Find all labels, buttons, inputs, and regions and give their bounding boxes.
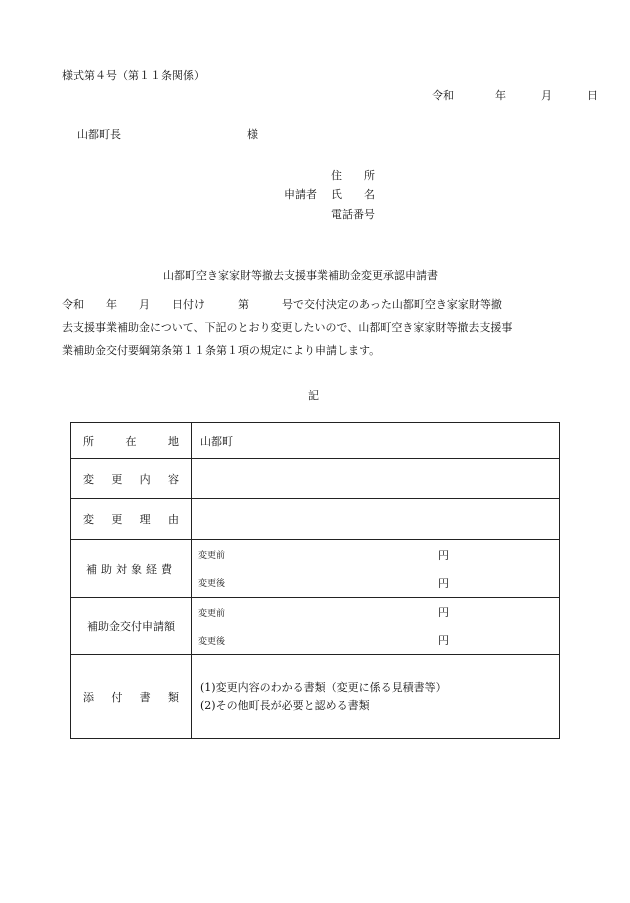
attachments-list: [192, 655, 560, 739]
date-era: 令和: [432, 89, 454, 102]
body-line-2: 去支援事業補助金について、下記のとおり変更したいので、山都町空き家家財等撤去支援事: [62, 321, 513, 334]
change-content-value[interactable]: [192, 459, 560, 499]
application-amount-label: 補助金交付申請額: [71, 598, 192, 655]
subsidy-expense-after[interactable]: 変更後 円: [198, 576, 449, 590]
date-year: 年: [495, 89, 506, 102]
date-day: 日: [587, 89, 598, 102]
applicant-label: 申請者: [284, 188, 317, 201]
application-amount-after[interactable]: 変更後 円: [198, 634, 449, 647]
subsidy-expense-before[interactable]: 変更前 円: [198, 548, 449, 562]
attachment-item: (1)変更内容のわかる書類（変更に係る見積書等）: [200, 680, 447, 694]
body-line-1: 令和 年 月 日付け 第 号で交付決定のあった山都町空き家家財等撤: [62, 298, 502, 311]
row-location: [71, 423, 560, 459]
ki-label: 記: [308, 389, 319, 402]
change-reason-value[interactable]: [192, 499, 560, 540]
change-reason-label: 変 更 理 由: [71, 499, 192, 540]
subsidy-expense-values: [192, 540, 560, 598]
row-attachments: [71, 655, 560, 739]
applicant-address-label: 住 所: [331, 169, 375, 182]
date-month: 月: [541, 89, 552, 102]
row-change-reason: [71, 499, 560, 540]
change-content-label: 変 更 内 容: [71, 459, 192, 499]
row-application-amount: [71, 598, 560, 655]
attachment-item: (2)その他町長が必要と認める書類: [200, 698, 370, 712]
application-amount-values: [192, 598, 560, 655]
addressee-honorific: 様: [247, 128, 258, 141]
date-line: [432, 87, 598, 103]
applicant-phone-label: 電話番号: [331, 208, 375, 221]
addressee: 山都町長: [77, 128, 121, 141]
location-label: 所 在 地: [71, 423, 192, 459]
attachments-label: 添 付 書 類: [71, 655, 192, 739]
row-subsidy-expense: [71, 540, 560, 598]
document-title: 山都町空き家家財等撤去支援事業補助金変更承認申請書: [163, 269, 438, 282]
row-change-content: [71, 459, 560, 499]
application-amount-before[interactable]: 変更前 円: [198, 606, 449, 619]
body-line-3: 業補助金交付要綱第条第１１条第１項の規定により申請します。: [62, 344, 381, 357]
form-number: 様式第４号（第１１条関係）: [62, 69, 205, 82]
subsidy-expense-label: 補助対象経費: [71, 540, 192, 598]
applicant-name-label: 氏 名: [331, 188, 375, 201]
location-value[interactable]: 山都町: [192, 423, 560, 459]
detail-table: [70, 422, 560, 739]
